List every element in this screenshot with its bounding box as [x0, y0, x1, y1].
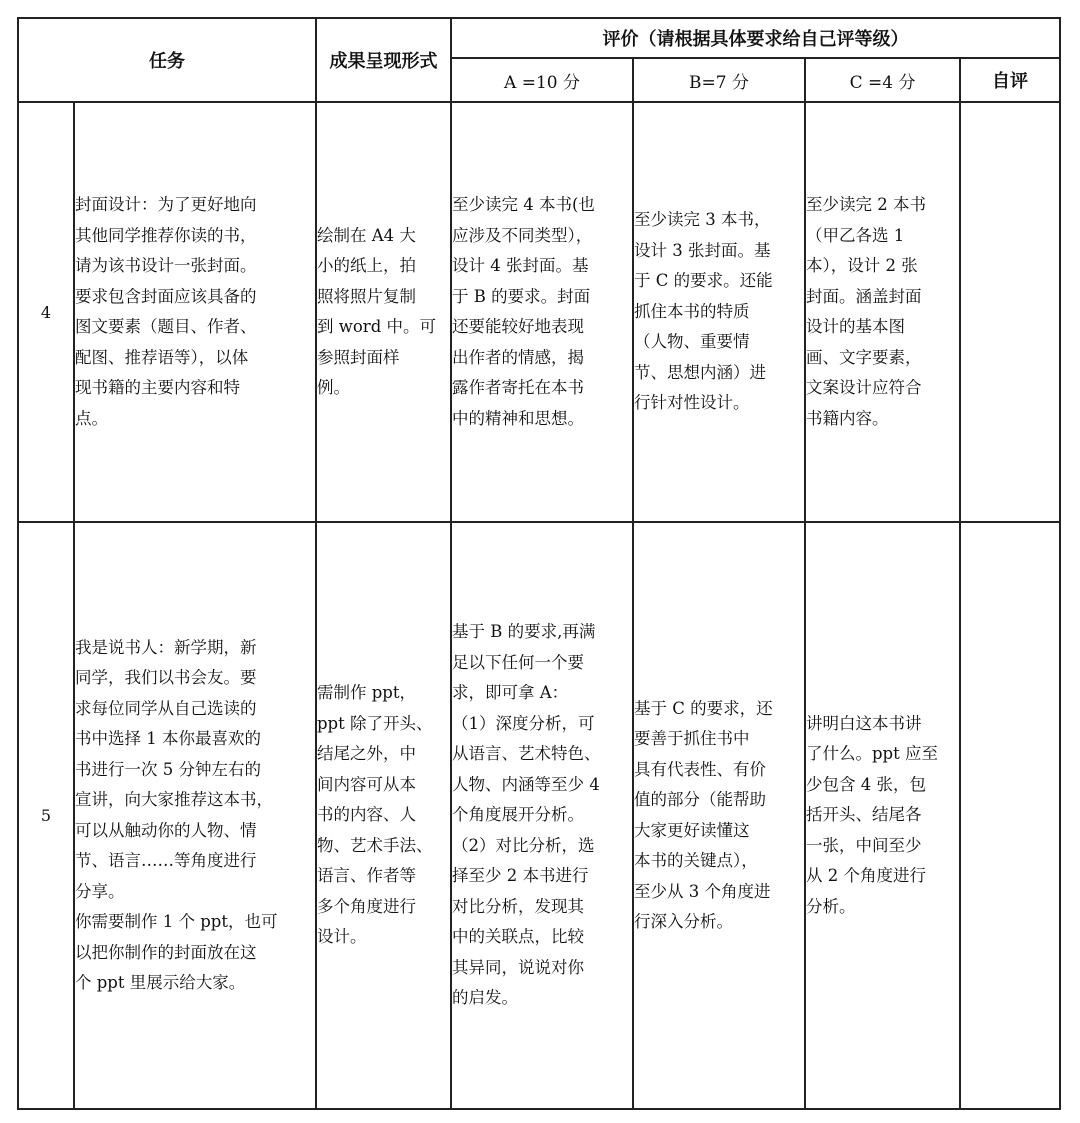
output-format: 需制作 ppt， ppt 除了开头、 结尾之外，中 间内容可从本 书的内容、人 物、艺术手法、 语言、作者等 多个角度进行 设计。 [316, 522, 451, 1109]
header-self: 自评 [960, 58, 1060, 102]
task-description: 封面设计：为了更好地向 其他同学推荐你读的书， 请为该书设计一张封面。 要求包含封面应该具备的 图文要素（题目、作者、 配图、推荐语等），以体 现书籍的主要内容和特 点。 [74, 102, 316, 522]
self-assessment-cell[interactable] [960, 522, 1060, 1109]
evaluation-table [17, 17, 1061, 1110]
header-grade-a: A =10 分 [451, 58, 633, 102]
task-number: 5 [18, 522, 74, 1109]
table-row [18, 522, 1060, 1109]
header-row-top [18, 18, 1060, 58]
table-row [18, 102, 1060, 522]
criteria-c: 讲明白这本书讲 了什么。ppt 应至 少包含 4 张，包 括开头、结尾各 一张，中间至少 从 2 个角度进行 分析。 [805, 522, 960, 1109]
criteria-c: 至少读完 2 本书 （甲乙各选 1 本），设计 2 张 封面。涵盖封面 设计的基本图 画、文字要素， 文案设计应符合 书籍内容。 [805, 102, 960, 522]
criteria-a: 基于 B 的要求,再满 足以下任何一个要 求，即可拿 A： （1）深度分析，可 从语言、艺术特色、 人物、内涵等至少 4 个角度展开分析。 （2）对比分析，选 择至少 2 本书进行 对比分析，发现其 中的关联点，比较 其异同，说说对你 的启发。 [451, 522, 633, 1109]
header-evaluation: 评价（请根据具体要求给自己评等级） [451, 18, 1060, 58]
criteria-a: 至少读完 4 本书(也 应涉及不同类型）， 设计 4 张封面。基 于 B 的要求。封面 还要能较好地表现 出作者的情感，揭 露作者寄托在本书 中的精神和思想。 [451, 102, 633, 522]
header-task: 任务 [18, 18, 316, 102]
header-grade-b: B=7 分 [633, 58, 805, 102]
header-grade-c: C =4 分 [805, 58, 960, 102]
criteria-b: 基于 C 的要求，还 要善于抓住书中 具有代表性、有价 值的部分（能帮助 大家更好读懂这 本书的关键点）， 至少从 3 个角度进 行深入分析。 [633, 522, 805, 1109]
header-format: 成果呈现形式 [316, 18, 451, 102]
criteria-b: 至少读完 3 本书， 设计 3 张封面。基 于 C 的要求。还能 抓住本书的特质 （人物、重要情 节、思想内涵）进 行针对性设计。 [633, 102, 805, 522]
task-description: 我是说书人：新学期，新 同学，我们以书会友。要 求每位同学从自己选读的 书中选择 1 本你最喜欢的 书进行一次 5 分钟左右的 宣讲，向大家推荐这本书， 可以从触动你的人物、情 节、语言……等角度进行 分享。 你需要制作 1 个 ppt，也可 以把你制作的封面放在这 个 ppt 里展示给大家。 [74, 522, 316, 1109]
task-number: 4 [18, 102, 74, 522]
output-format: 绘制在 A4 大 小的纸上，拍 照将照片复制 到 word 中。可 参照封面样 例。 [316, 102, 451, 522]
self-assessment-cell[interactable] [960, 102, 1060, 522]
